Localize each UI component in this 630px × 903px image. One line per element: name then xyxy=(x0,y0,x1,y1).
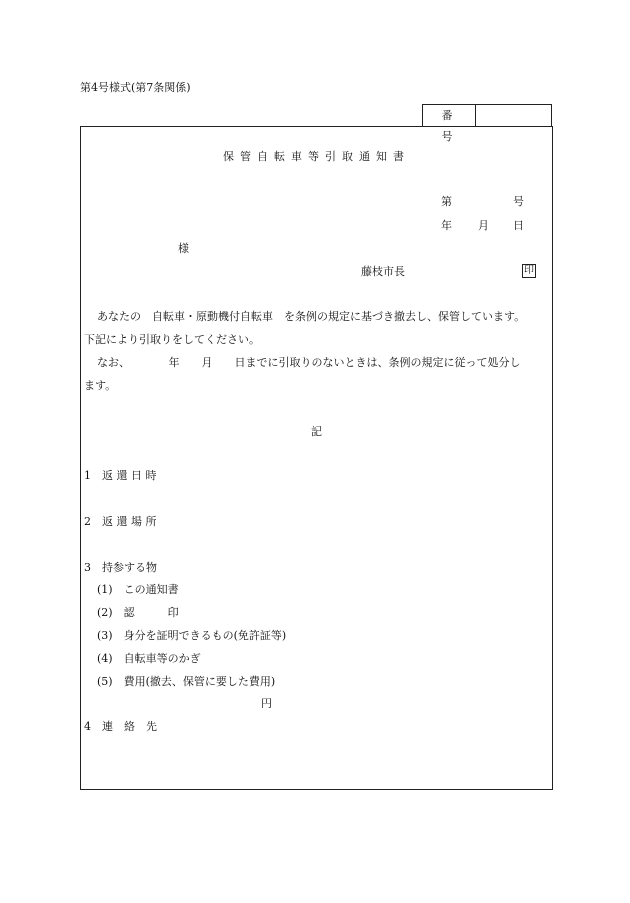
sub-item-key: (4) 自転車等のかぎ xyxy=(97,652,201,665)
ref-go: 号 xyxy=(513,195,524,208)
date-month: 月 xyxy=(478,219,489,232)
body-line-3: なお、 年 月 日までに引取りのないときは、条例の規定に従って処分し xyxy=(97,356,521,369)
item-contact: 4 連 絡 先 xyxy=(84,720,157,733)
addressee-suffix: 様 xyxy=(178,242,189,255)
sub-item-seal: (2) 認 印 xyxy=(97,606,179,619)
ref-dai: 第 xyxy=(441,195,452,208)
item-return-place: 2 返 還 場 所 xyxy=(84,515,157,528)
number-label: 番 号 xyxy=(423,105,476,126)
number-box xyxy=(422,104,552,143)
sub-item-notice: (1) この通知書 xyxy=(97,583,179,596)
item-return-datetime: 1 返 還 日 時 xyxy=(84,469,157,482)
body-line-4: ます。 xyxy=(84,379,117,392)
body-line-2: 下記により引取りをしてください。 xyxy=(84,333,260,346)
issuer: 藤枝市長 xyxy=(361,265,405,278)
sub-item-id: (3) 身分を証明できるもの(免許証等) xyxy=(97,629,287,642)
date-day: 日 xyxy=(513,219,524,232)
yen-label: 円 xyxy=(261,697,272,710)
body-line-1: あなたの 自転車・原動機付自転車 を条例の規定に基づき撤去し、保管しています。 xyxy=(97,310,526,323)
number-value[interactable] xyxy=(477,105,551,126)
sub-item-fee: (5) 費用(撤去、保管に要した費用) xyxy=(97,675,276,688)
form-number-label: 第4号様式(第7条関係) xyxy=(80,81,191,94)
date-year: 年 xyxy=(441,219,452,232)
ki-heading: 記 xyxy=(311,425,322,438)
item-things-to-bring: 3 持参する物 xyxy=(84,561,157,574)
seal-mark: 印 xyxy=(524,265,534,276)
document-title: 保管自転車等引取通知書 xyxy=(223,150,410,163)
